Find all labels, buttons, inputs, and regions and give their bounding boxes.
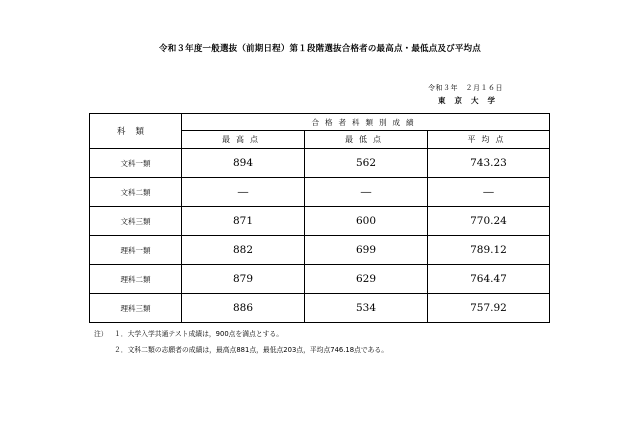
min-score-cell: 534	[305, 294, 428, 323]
avg-score-cell: 757.92	[428, 294, 550, 323]
avg-score-cell: 789.12	[428, 236, 550, 265]
footnote-1	[94, 328, 283, 338]
row-category: 文科三類	[90, 207, 182, 236]
max-score-cell: 871	[182, 207, 305, 236]
row-category: 文科二類	[90, 178, 182, 207]
table-row	[90, 178, 550, 207]
document-title: 令和３年度一般選抜（前期日程）第１段階選抜合格者の最高点・最低点及び平均点	[159, 44, 481, 54]
min-score-cell: 600	[305, 207, 428, 236]
row-category: 理科三類	[90, 294, 182, 323]
avg-score-cell: 743.23	[428, 149, 550, 178]
max-score-cell: 882	[182, 236, 305, 265]
footnote-text: １．大学入学共通テスト成績は，900点を満点とする。	[114, 330, 284, 338]
table-row	[90, 236, 550, 265]
avg-score-cell: ―	[428, 178, 550, 207]
category-header: 科類	[90, 114, 182, 149]
row-category: 理科一類	[90, 236, 182, 265]
min-score-cell: ―	[305, 178, 428, 207]
table-row	[90, 149, 550, 178]
footnote-2	[94, 344, 388, 354]
table-row	[90, 294, 550, 323]
avg-score-cell: 764.47	[428, 265, 550, 294]
min-score-cell: 699	[305, 236, 428, 265]
document-date: 令和３年 ２月１６日	[428, 84, 503, 92]
max-score-cell: 886	[182, 294, 305, 323]
avg-score-cell: 770.24	[428, 207, 550, 236]
min-score-cell: 562	[305, 149, 428, 178]
group-header: 合格者科類別成績	[182, 114, 550, 131]
max-score-cell: ―	[182, 178, 305, 207]
footnote-mark: 注）	[94, 330, 108, 338]
max-score-cell: 894	[182, 149, 305, 178]
footnote-text: ２．文科二類の志願者の成績は，最高点881点，最低点203点，平均点746.18点である。	[114, 346, 389, 354]
score-table	[89, 113, 550, 323]
min-score-cell: 629	[305, 265, 428, 294]
row-category: 理科二類	[90, 265, 182, 294]
column-header-min: 最低点	[305, 131, 428, 149]
max-score-cell: 879	[182, 265, 305, 294]
table-row	[90, 207, 550, 236]
table-row	[90, 265, 550, 294]
row-category: 文科一類	[90, 149, 182, 178]
column-header-max: 最高点	[182, 131, 305, 149]
organization-name: 東京大学	[438, 96, 504, 105]
column-header-avg: 平均点	[428, 131, 550, 149]
